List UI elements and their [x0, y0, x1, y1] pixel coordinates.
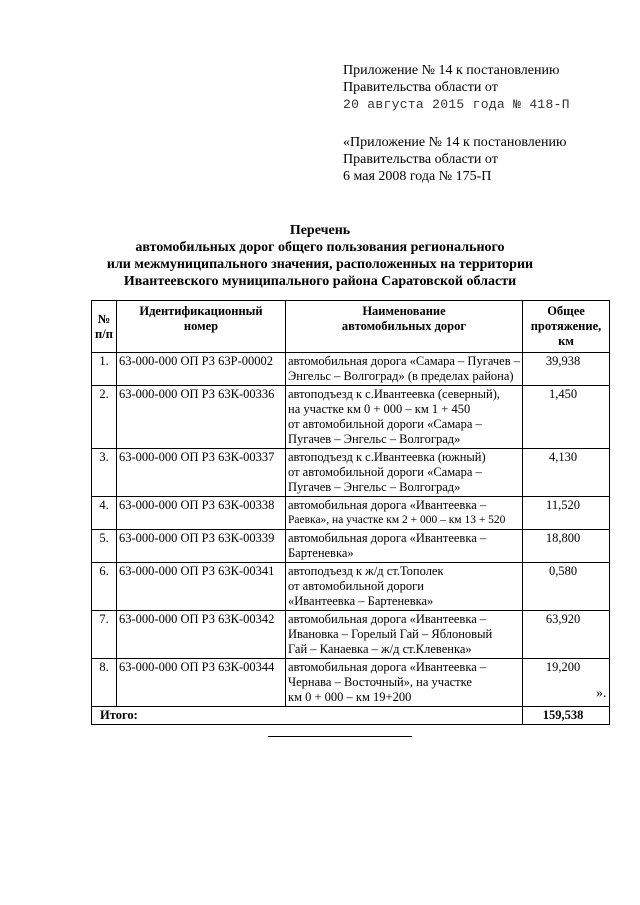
- end-rule: [268, 736, 412, 737]
- road-id: 63-000-000 ОП РЗ 63К-00336: [117, 386, 286, 449]
- table-row: [92, 659, 610, 707]
- row-number: 4.: [92, 497, 117, 530]
- road-id: 63-000-000 ОП РЗ 63К-00341: [117, 563, 286, 611]
- table-row: [92, 386, 610, 449]
- row-number: 5.: [92, 530, 117, 563]
- closing-quote-mark: ».: [596, 686, 607, 701]
- road-name-line: «Ивантеевка – Бартеневка»: [288, 594, 434, 608]
- table-row: [92, 530, 610, 563]
- road-name-line: автомобильная дорога «Ивантеевка –: [288, 498, 487, 512]
- appendix-header: [343, 62, 570, 113]
- road-name: [286, 530, 523, 563]
- road-name-line: автоподъезд к ж/д ст.Тополек: [288, 564, 444, 578]
- table-row: [92, 497, 610, 530]
- road-id: 63-000-000 ОП РЗ 63Р-00002: [117, 353, 286, 386]
- road-name-line: автомобильная дорога «Ивантеевка –: [288, 531, 487, 545]
- road-name-line: автоподъезд к с.Ивантеевка (северный),: [288, 387, 500, 401]
- road-length: 63,920: [523, 611, 610, 659]
- quoted-header-line: Правительства области от: [343, 152, 498, 167]
- road-name: [286, 611, 523, 659]
- total-label: Итого:: [92, 707, 523, 725]
- header-name: Наименование автомобильных дорог: [286, 301, 523, 353]
- row-number: 2.: [92, 386, 117, 449]
- quoted-header-line: «Приложение № 14 к постановлению: [343, 135, 567, 150]
- quoted-appendix-header: [343, 134, 566, 185]
- road-name-line: на участке км 0 + 000 – км 1 + 450: [288, 402, 471, 416]
- road-length: 19,200: [523, 659, 610, 707]
- title-line: или межмуниципального значения, расположенных на территории: [106, 257, 534, 272]
- title-line: Ивантеевского муниципального района Саратовской области: [123, 274, 517, 289]
- road-id: 63-000-000 ОП РЗ 63К-00342: [117, 611, 286, 659]
- appendix-header-line: Правительства области от: [343, 80, 498, 95]
- appendix-header-line: Приложение № 14 к постановлению: [343, 63, 560, 78]
- road-length: 39,938: [523, 353, 610, 386]
- row-number: 1.: [92, 353, 117, 386]
- road-name-line: от автомобильной дороги: [288, 579, 424, 593]
- table-row: [92, 611, 610, 659]
- road-name-line: км 0 + 000 – км 19+200: [288, 690, 412, 704]
- road-name: [286, 563, 523, 611]
- road-name-line: Раевка», на участке км 2 + 000 – км 13 + 520: [288, 514, 506, 526]
- header-id: Идентификационный номер: [117, 301, 286, 353]
- road-length: 4,130: [523, 449, 610, 497]
- document-title: [0, 222, 640, 290]
- road-id: 63-000-000 ОП РЗ 63К-00344: [117, 659, 286, 707]
- road-name-line: от автомобильной дороги «Самара –: [288, 465, 482, 479]
- row-number: 6.: [92, 563, 117, 611]
- total-value: 159,538: [523, 707, 610, 725]
- road-id: 63-000-000 ОП РЗ 63К-00338: [117, 497, 286, 530]
- road-name: [286, 386, 523, 449]
- road-name-line: автомобильная дорога «Самара – Пугачев –: [288, 354, 520, 368]
- table-header-row: [92, 301, 610, 353]
- road-name-line: автомобильная дорога «Ивантеевка –: [288, 660, 487, 674]
- title-line: автомобильных дорог общего пользования регионального: [135, 240, 505, 255]
- road-length: 1,450: [523, 386, 610, 449]
- road-id: 63-000-000 ОП РЗ 63К-00337: [117, 449, 286, 497]
- row-number: 3.: [92, 449, 117, 497]
- row-number: 8.: [92, 659, 117, 707]
- road-name-line: автомобильная дорога «Ивантеевка –: [288, 612, 487, 626]
- date-stamp: 20 августа 2015 года № 418-П: [343, 97, 570, 112]
- table-row: [92, 449, 610, 497]
- road-length: 11,520: [523, 497, 610, 530]
- road-name-line: автоподъезд к с.Ивантеевка (южный): [288, 450, 486, 464]
- road-length: 18,800: [523, 530, 610, 563]
- header-length: Общее протяжение, км: [523, 301, 610, 353]
- quoted-header-line: 6 мая 2008 года № 175-П: [343, 169, 492, 184]
- road-id: 63-000-000 ОП РЗ 63К-00339: [117, 530, 286, 563]
- roads-table: [91, 300, 610, 725]
- road-name: [286, 659, 523, 707]
- table-row: [92, 353, 610, 386]
- road-name-line: Гай – Канаевка – ж/д ст.Клевенка»: [288, 642, 472, 656]
- road-name: [286, 497, 523, 530]
- road-name-line: Чернава – Восточный», на участке: [288, 675, 472, 689]
- road-name-line: от автомобильной дороги «Самара –: [288, 417, 482, 431]
- road-name-line: Энгельс – Волгоград» (в пределах района): [288, 369, 514, 383]
- table-row: [92, 563, 610, 611]
- title-line: Перечень: [289, 223, 351, 238]
- header-num: № п/п: [92, 301, 117, 353]
- road-name-line: Пугачев – Энгельс – Волгоград»: [288, 432, 461, 446]
- road-name: [286, 353, 523, 386]
- road-name: [286, 449, 523, 497]
- road-name-line: Пугачев – Энгельс – Волгоград»: [288, 480, 461, 494]
- road-name-line: Бартеневка»: [288, 546, 354, 560]
- row-number: 7.: [92, 611, 117, 659]
- road-name-line: Ивановка – Горелый Гай – Яблоновый: [288, 627, 493, 641]
- total-row: [92, 707, 610, 725]
- road-length: 0,580: [523, 563, 610, 611]
